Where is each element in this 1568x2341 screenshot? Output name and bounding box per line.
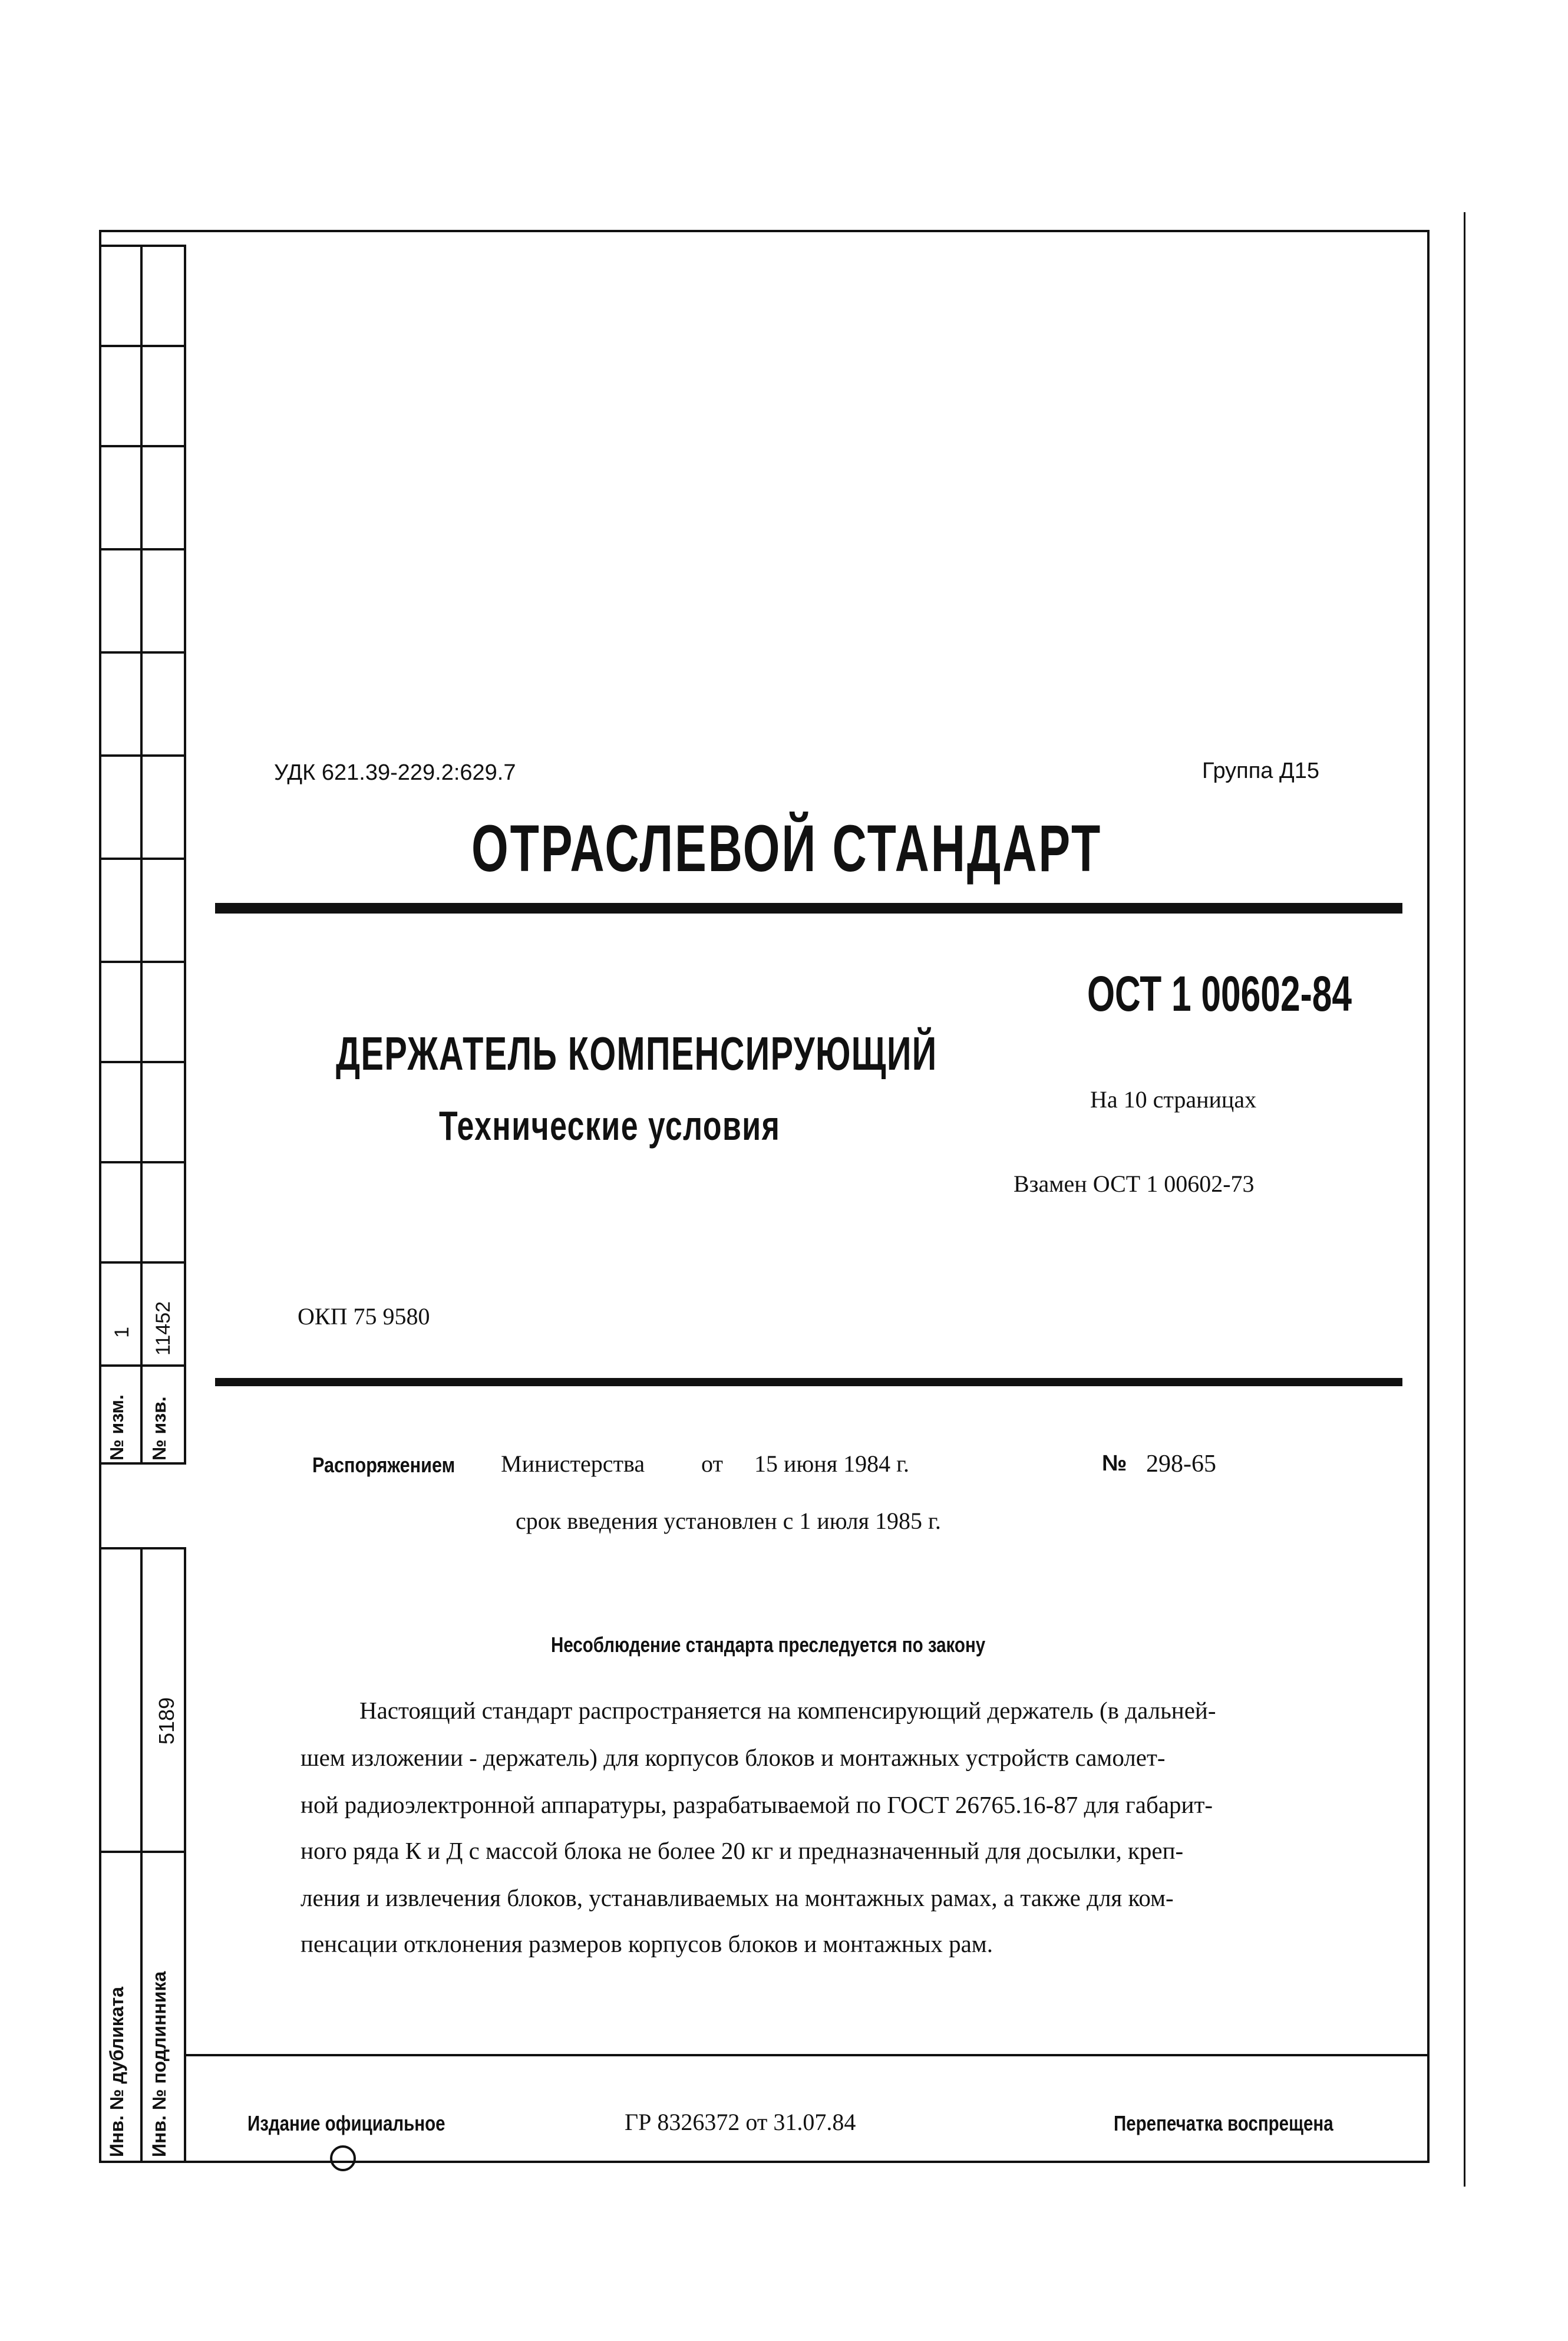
footer-rule xyxy=(186,2054,1430,2056)
change-number-label: № изм. xyxy=(106,1394,127,1460)
page-count: На 10 страницах xyxy=(1090,1086,1257,1113)
order-number-sign: № xyxy=(1102,1451,1127,1476)
side-table-divider-lower xyxy=(140,1547,143,2163)
body-line-2: шем изложении - держатель) для корпусов блоков и монтажных устройств самолет- xyxy=(301,1744,1166,1771)
effective-date: срок введения установлен с 1 июля 1985 г. xyxy=(516,1508,941,1534)
udc-code: УДК 621.39-229.2:629.7 xyxy=(274,760,516,785)
order-number: 298-65 xyxy=(1146,1450,1216,1478)
group-code: Группа Д15 xyxy=(1202,759,1319,783)
main-title: ОТРАСЛЕВОЙ СТАНДАРТ xyxy=(471,812,1102,885)
order-date: 15 июня 1984 г. xyxy=(754,1450,909,1477)
side-cell-line xyxy=(99,548,186,550)
side-cell-line xyxy=(99,1061,186,1063)
registration-number: ГР 8326372 от 31.07.84 xyxy=(625,2109,856,2135)
body-line-3: ной радиоэлектронной аппаратуры, разрабатываемой по ГОСТ 26765.16-87 для габарит- xyxy=(301,1791,1213,1818)
original-inventory-value: 5189 xyxy=(154,1697,179,1745)
standard-subtitle: Технические условия xyxy=(439,1103,781,1149)
order-from: от xyxy=(701,1450,723,1477)
side-table-upper xyxy=(99,245,186,1465)
body-line-6: пенсации отклонения размеров корпусов блоков и монтажных рам. xyxy=(301,1930,993,1957)
law-notice: Несоблюдение стандарта преследуется по закону xyxy=(551,1633,986,1657)
side-cell-line xyxy=(99,445,186,447)
side-cell-line xyxy=(99,1261,186,1264)
side-cell-line xyxy=(99,1851,186,1853)
reprint-notice: Перепечатка воспрещена xyxy=(1114,2111,1333,2135)
thick-rule-bottom xyxy=(215,1378,1402,1386)
side-cell-line xyxy=(99,345,186,347)
standard-number: ОСТ 1 00602-84 xyxy=(1087,966,1352,1021)
order-label: Распоряжением xyxy=(312,1453,455,1477)
side-table-divider-upper xyxy=(140,245,143,1465)
change-number-value: 1 xyxy=(111,1327,133,1338)
side-cell-line xyxy=(99,1161,186,1163)
side-cell-line xyxy=(99,1364,186,1367)
official-edition: Издание официальное xyxy=(247,2111,445,2135)
replaces-standard: Взамен ОСТ 1 00602-73 xyxy=(1014,1170,1255,1197)
thick-rule-top xyxy=(215,903,1402,914)
original-inventory-label: Инв. № подлинника xyxy=(148,1971,170,2157)
body-line-5: ления и извлечения блоков, устанавливаемых на монтажных рамах, а также для ком- xyxy=(301,1884,1174,1911)
side-cell-line xyxy=(99,754,186,757)
circle-mark-icon xyxy=(330,2145,356,2171)
standard-title: ДЕРЖАТЕЛЬ КОМПЕНСИРУЮЩИЙ xyxy=(336,1027,938,1080)
side-cell-line xyxy=(99,858,186,860)
okp-code: ОКП 75 9580 xyxy=(298,1303,430,1330)
right-margin-line xyxy=(1464,212,1465,2187)
body-line-4: ного ряда К и Д с массой блока не более 20 кг и предназначенный для досылки, креп- xyxy=(301,1837,1184,1864)
side-cell-line xyxy=(99,961,186,963)
notice-number-value: 11452 xyxy=(152,1301,174,1356)
order-ministry: Министерства xyxy=(501,1450,645,1477)
duplicate-inventory-label: Инв. № дубликата xyxy=(106,1986,127,2157)
body-line-1: Настоящий стандарт распространяется на компенсирующий держатель (в дальней- xyxy=(359,1697,1216,1724)
side-cell-line xyxy=(99,651,186,654)
notice-number-label: № изв. xyxy=(148,1396,170,1460)
